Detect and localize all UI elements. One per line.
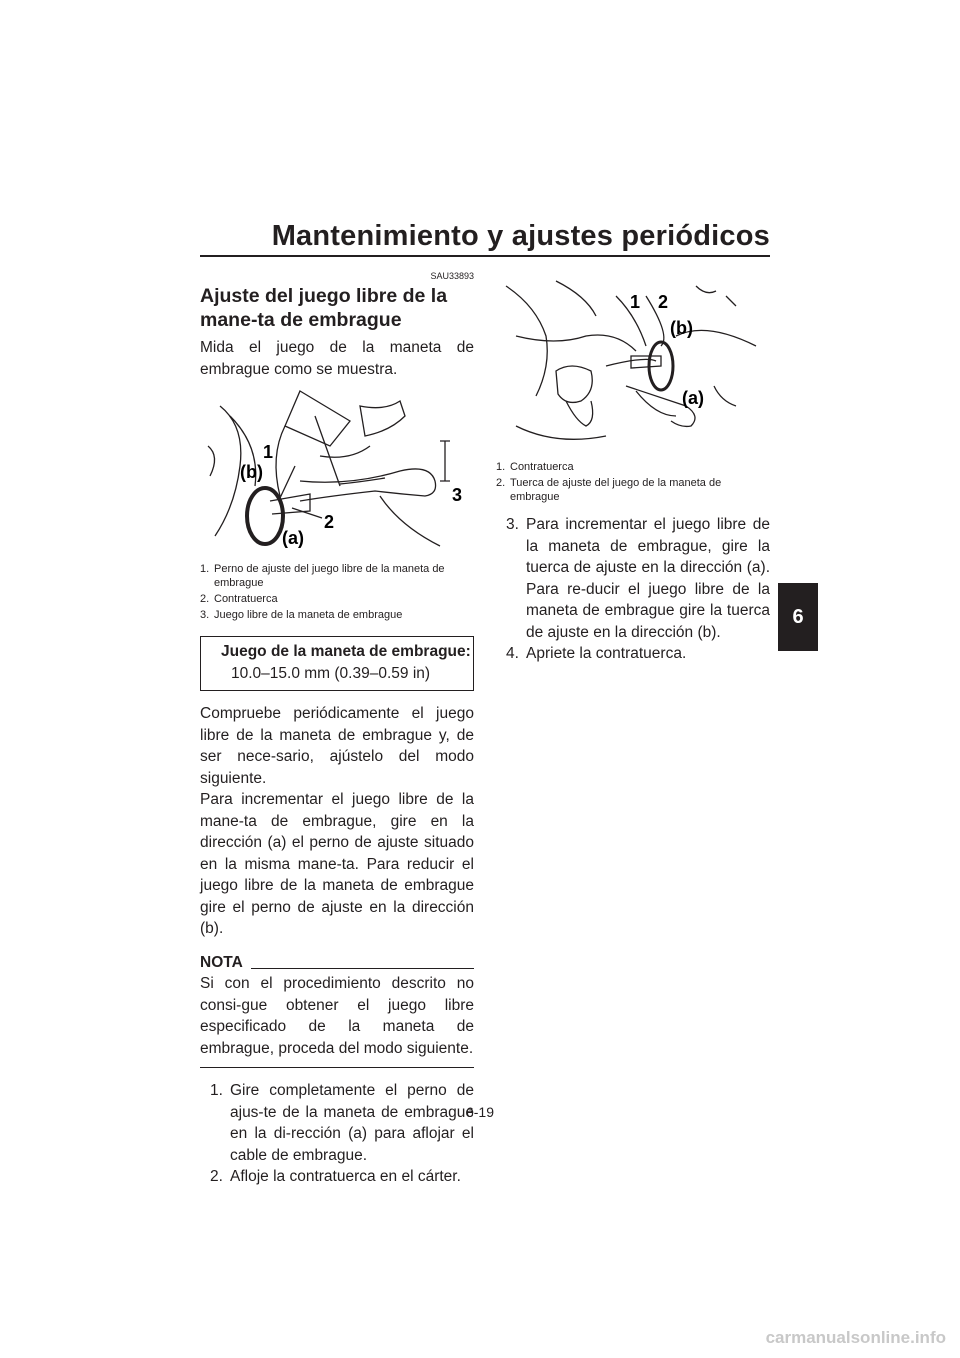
body-paragraph-2: Para incrementar el juego libre de la mane-ta de embrague, gire en la dirección (a) el perno de ajuste situado en la misma mane-ta. Para reducir el juego libre de la maneta de embrague gire el perno de ajuste en la dirección (b). [200,791,474,937]
note-label: NOTA [200,953,243,971]
watermark: carmanualsonline.info [765,1328,946,1347]
fig2-label-2: 2 [658,292,669,312]
page-number: 6-19 [465,1104,495,1120]
header-rule [200,255,770,257]
fig2-label-1: 1 [630,292,641,312]
steps-list-left [200,1080,474,1188]
step-item: 3. Para incrementar el juego libre de la maneta de embrague, gire la tuerca de ajuste en la dirección (a). Para re-ducir el juego libre de la maneta de embrague gire la tuerca de ajuste en la dirección (b). [506,516,770,641]
intro-paragraph: Mida el juego de la maneta de embrague como se muestra. [200,339,474,378]
step-item: 4. Apriete la contratuerca. [506,645,687,662]
fig2-label-b: (b) [670,318,693,338]
figure2-captions [496,460,770,504]
section-code: SAU33893 [430,271,474,281]
crankcase-adjuster-drawing [496,276,770,456]
chapter-tab[interactable]: 6 [778,583,818,651]
fig1-label-2: 2 [324,512,335,532]
left-column [200,270,474,1188]
caption-item: 2. Contratuerca [200,593,278,605]
fig1-label-1: 1 [263,442,274,462]
note-text: Si con el procedimiento descrito no consi-gue obtener el juego libre especificado de la maneta de embrague, proceda del modo siguiente. [200,975,474,1057]
body-paragraph-1: Compruebe periódicamente el juego libre de la maneta de embrague y, de ser nece-sario, ajústelo del modo siguiente. [200,705,474,787]
clutch-lever-illustration [200,386,474,558]
section-title: Ajuste del juego libre de la mane-ta de embrague [200,285,448,331]
caption-item: 1. Contratuerca [496,461,574,473]
fig2-label-a: (a) [682,388,704,408]
fig1-label-3: 3 [452,485,463,505]
note-header [200,952,474,974]
fig1-label-a: (a) [282,528,304,548]
crankcase-adjuster-illustration [496,276,770,456]
caption-item: 1. Perno de ajuste del juego libre de la maneta de embrague [200,563,445,589]
page-header-title: Mantenimiento y ajustes periódicos [271,220,770,252]
caption-item: 2. Tuerca de ajuste del juego de la maneta de embrague [496,477,722,503]
step-item: 2. Afloje la contratuerca en el cárter. [210,1168,461,1185]
fig1-label-b: (b) [240,462,263,482]
spec-title: Juego de la maneta de embrague: [221,643,471,660]
figure1-captions [200,562,474,622]
right-column [496,270,770,665]
step-item: 1. Gire completamente el perno de ajus-te de la maneta de embrague en la di-rección (a) para aflojar el cable de embrague. [210,1082,474,1164]
spec-box [200,636,474,691]
note-end-rule [200,1067,474,1068]
note-rule [251,968,474,969]
steps-list-right [496,514,770,665]
spec-value: 10.0–15.0 mm (0.39–0.59 in) [231,664,431,682]
clutch-lever-drawing [200,386,474,558]
caption-item: 3. Juego libre de la maneta de embrague [200,609,403,621]
